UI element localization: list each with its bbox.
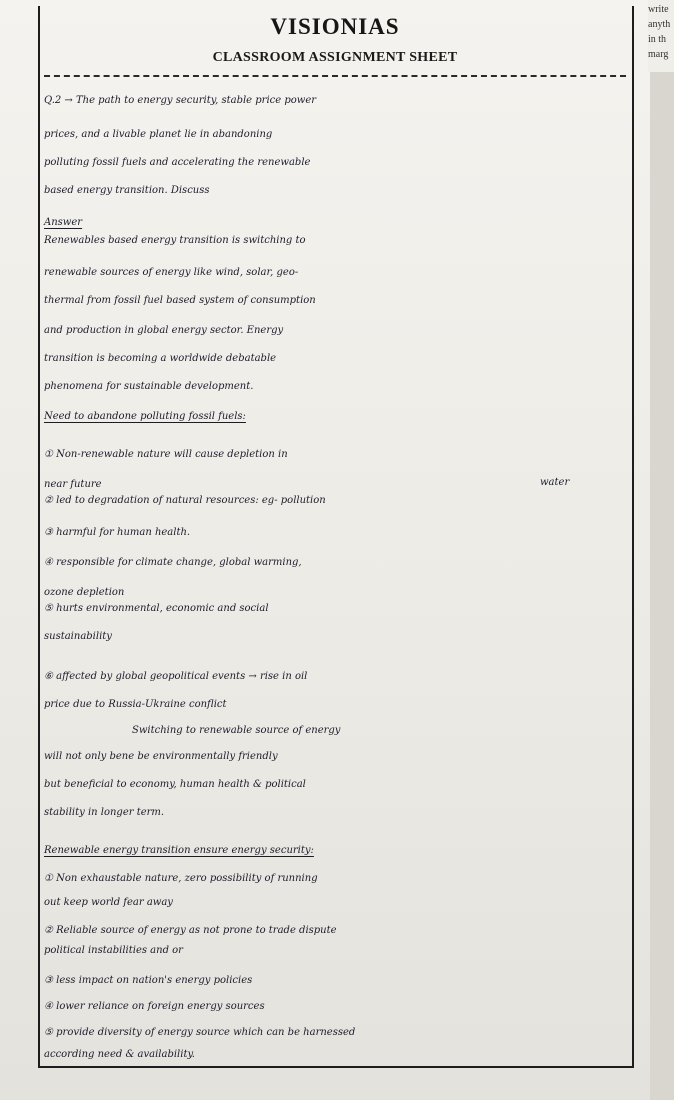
handwritten-line: ozone depletion xyxy=(44,587,125,598)
handwritten-line: sustainability xyxy=(44,631,112,642)
handwritten-line: stability in longer term. xyxy=(44,807,165,818)
handwritten-line: ④ lower reliance on foreign energy sources xyxy=(44,1001,265,1012)
handwritten-line: Switching to renewable source of energy xyxy=(132,725,341,736)
sheet-subtitle: CLASSROOM ASSIGNMENT SHEET xyxy=(212,50,458,65)
handwritten-line: but beneficial to economy, human health & political xyxy=(44,779,306,790)
handwritten-line: price due to Russia-Ukraine conflict xyxy=(44,699,227,710)
handwritten-line: Need to abandone polluting fossil fuels: xyxy=(44,411,246,422)
handwritten-line: near future xyxy=(44,479,102,490)
handwritten-line: Answer xyxy=(44,217,83,228)
handwritten-line: renewable sources of energy like wind, solar, geo- xyxy=(44,267,299,278)
handwritten-line: Q.2 → The path to energy security, stable price power xyxy=(44,95,317,106)
handwritten-line: ① Non-renewable nature will cause depletion in xyxy=(44,449,288,460)
handwritten-line: transition is becoming a worldwide debatable xyxy=(44,353,277,364)
handwritten-line: based energy transition. Discuss xyxy=(44,185,210,196)
handwritten-line: polluting fossil fuels and accelerating the renewable xyxy=(44,157,311,168)
handwritten-line: ② led to degradation of natural resources: eg- pollution xyxy=(44,495,326,506)
handwritten-line: ③ less impact on nation's energy policies xyxy=(44,975,253,986)
handwritten-line: Renewable energy transition ensure energy security: xyxy=(44,845,314,856)
handwritten-line: ⑤ provide diversity of energy source which can be harnessed xyxy=(44,1027,356,1038)
header-divider xyxy=(44,75,626,77)
handwritten-line: ⑥ affected by global geopolitical events → rise in oil xyxy=(44,671,308,682)
handwritten-line: phenomena for sustainable development. xyxy=(44,381,254,392)
handwritten-line: prices, and a livable planet lie in abandoning xyxy=(44,129,273,140)
margin-note-line: anyth xyxy=(648,19,671,30)
handwritten-line: out keep world fear away xyxy=(44,897,173,908)
handwritten-line: water xyxy=(540,477,570,488)
margin-note-line: in th xyxy=(648,34,667,45)
margin-note-line: marg xyxy=(648,49,669,60)
handwritten-line: ① Non exhaustable nature, zero possibility of running xyxy=(44,873,318,884)
handwritten-line: ⑤ hurts environmental, economic and social xyxy=(44,603,269,614)
margin-note-line: write xyxy=(648,4,669,15)
handwritten-line: will not only bene be environmentally friendly xyxy=(44,751,278,762)
handwritten-line: and production in global energy sector. Energy xyxy=(44,325,284,336)
handwritten-line: ④ responsible for climate change, global warming, xyxy=(44,557,302,568)
handwritten-line: ③ harmful for human health. xyxy=(44,527,191,538)
handwritten-line: ② Reliable source of energy as not prone to trade dispute xyxy=(44,925,337,936)
handwritten-line: political instabilities and or xyxy=(44,945,183,956)
margin-note xyxy=(648,0,674,72)
handwritten-line: Renewables based energy transition is switching to xyxy=(44,235,306,246)
handwritten-line: according need & availability. xyxy=(44,1049,195,1060)
handwritten-line: thermal from fossil fuel based system of consumption xyxy=(44,295,316,306)
brand-title: VISIONIAS xyxy=(270,14,400,39)
